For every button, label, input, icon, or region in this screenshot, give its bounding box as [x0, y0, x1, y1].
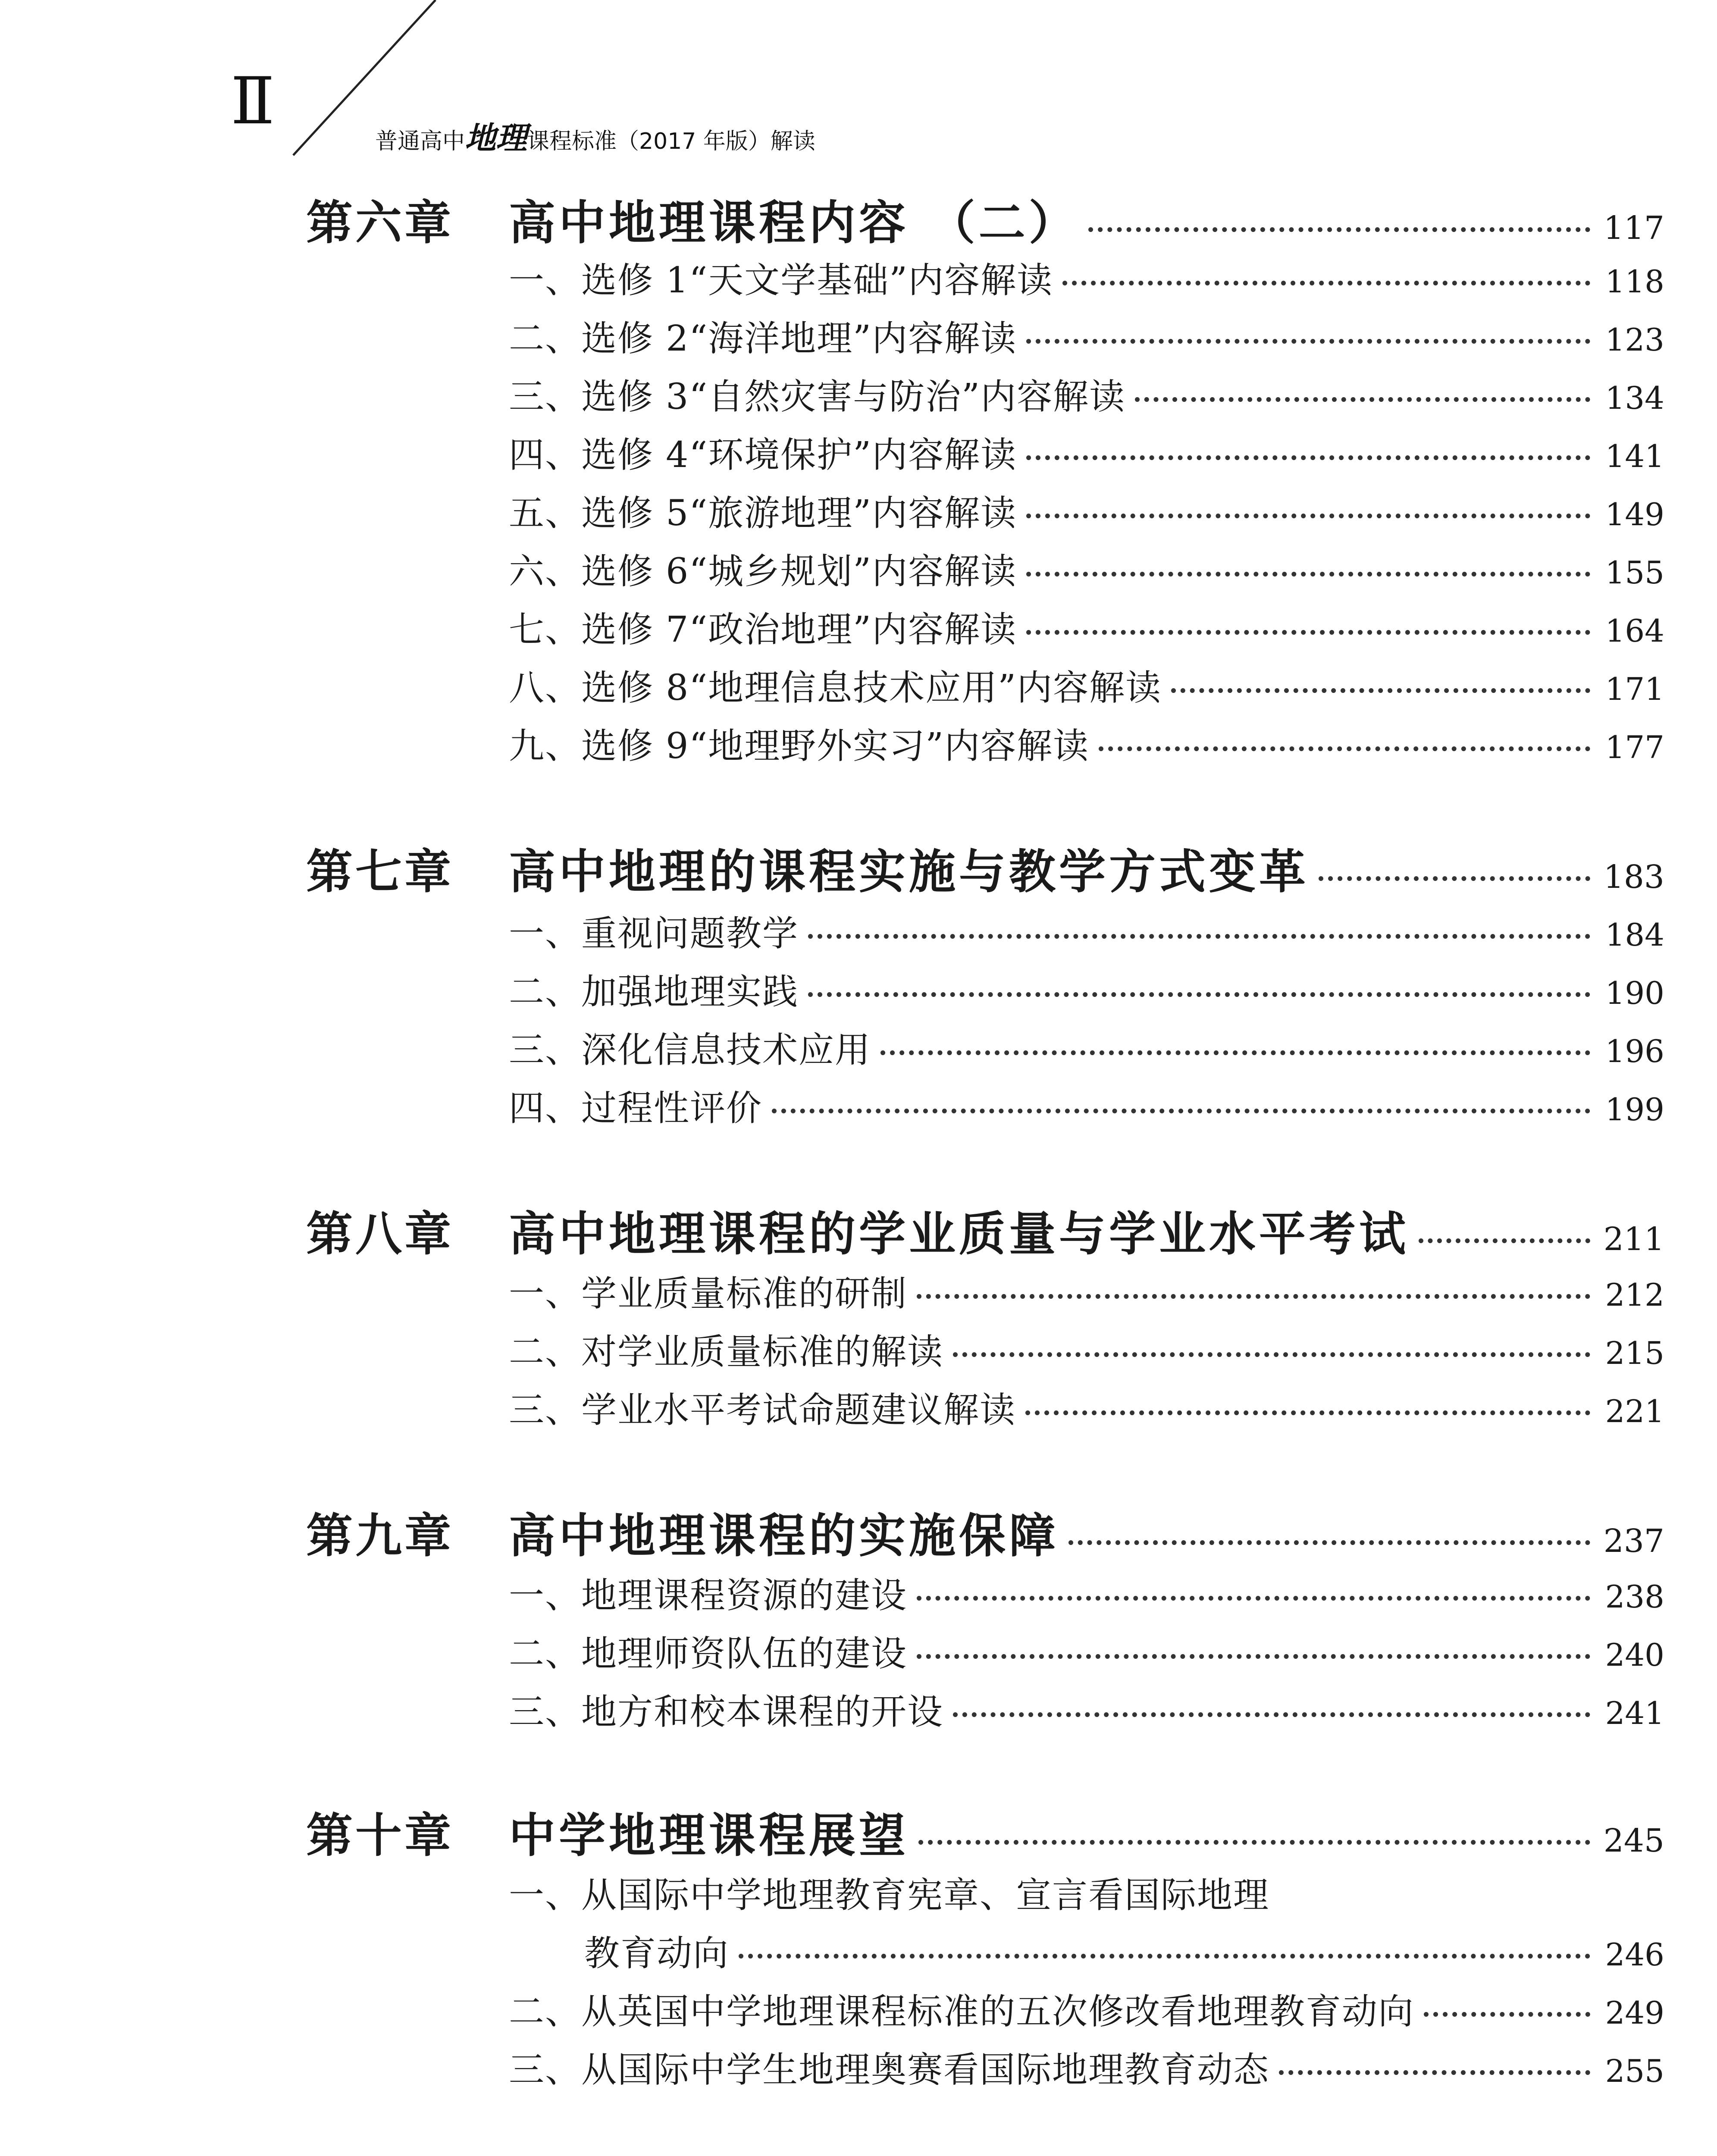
section-page: 241	[1605, 1695, 1664, 1731]
chapter-page: 117	[1603, 210, 1664, 247]
toc-section[interactable]	[509, 1626, 1664, 1676]
chapter-page: 183	[1603, 859, 1664, 896]
section-label: 七、选修 7“政治地理”内容解读	[509, 609, 1017, 650]
chapter-page: 245	[1603, 1822, 1664, 1859]
dot-leader	[917, 1596, 1590, 1601]
dot-leader	[953, 1352, 1590, 1357]
chapter-number: 第六章	[306, 196, 454, 250]
page-numeral: Ⅱ	[231, 64, 275, 139]
toc-section[interactable]	[509, 1022, 1664, 1072]
dot-leader	[918, 1840, 1590, 1845]
section-page: 240	[1605, 1637, 1664, 1673]
section-page: 255	[1605, 2053, 1664, 2089]
section-page: 141	[1605, 438, 1664, 474]
toc-section[interactable]	[509, 964, 1664, 1014]
toc-section[interactable]	[509, 1382, 1664, 1432]
section-label: 二、从英国中学地理课程标准的五次修改看地理教育动向	[509, 1991, 1415, 2032]
chapter-number: 第八章	[306, 1207, 454, 1261]
toc-section[interactable]	[509, 1266, 1664, 1316]
dot-leader	[1279, 2070, 1590, 2075]
section-page: 221	[1605, 1393, 1664, 1429]
section-page: 190	[1605, 975, 1664, 1011]
section-label: 四、过程性评价	[509, 1088, 763, 1129]
chapter-title: 高中地理课程的实施保障	[509, 1509, 1059, 1563]
dot-leader	[1026, 630, 1590, 635]
toc-section[interactable]	[509, 1567, 1664, 1618]
section-page: 164	[1605, 613, 1664, 649]
section-label: 二、对学业质量标准的解读	[509, 1332, 944, 1373]
section-page: 171	[1605, 671, 1664, 707]
toc-section[interactable]	[509, 660, 1664, 710]
section-label-line2: 教育动向	[584, 1933, 730, 1974]
chapter-title: 高中地理的课程实施与教学方式变革	[509, 845, 1310, 899]
dot-leader	[1135, 397, 1590, 402]
toc-chapter-9[interactable]	[306, 1498, 1664, 1565]
section-page: 199	[1605, 1091, 1664, 1128]
dot-leader	[1171, 688, 1590, 693]
section-page: 155	[1605, 555, 1664, 591]
dot-leader	[1026, 572, 1590, 577]
section-label: 二、加强地理实践	[509, 971, 799, 1012]
section-page: 123	[1605, 322, 1664, 358]
dot-leader	[880, 1050, 1590, 1055]
section-label: 三、选修 3“自然灾害与防治”内容解读	[509, 376, 1126, 417]
toc-section[interactable]	[509, 1080, 1664, 1131]
section-page: 196	[1605, 1033, 1664, 1069]
section-label: 一、选修 1“天文学基础”内容解读	[509, 260, 1053, 301]
section-label: 九、选修 9“地理野外实习”内容解读	[509, 726, 1090, 767]
section-page: 184	[1605, 917, 1664, 953]
dot-leader	[1026, 514, 1590, 518]
section-page: 134	[1605, 380, 1664, 416]
toc-section[interactable]	[509, 369, 1664, 419]
toc-section[interactable]	[584, 1925, 1664, 1976]
dot-leader	[772, 1109, 1590, 1113]
toc-chapter-6[interactable]	[306, 185, 1664, 252]
section-page: 149	[1605, 496, 1664, 533]
dot-leader	[739, 1954, 1590, 1959]
toc-section[interactable]	[509, 427, 1664, 477]
chapter-page: 237	[1603, 1523, 1664, 1560]
dot-leader	[1099, 746, 1590, 751]
section-label: 八、选修 8“地理信息技术应用”内容解读	[509, 667, 1162, 708]
toc-section[interactable]	[509, 252, 1664, 303]
toc-section[interactable]	[509, 906, 1664, 956]
toc-chapter-8[interactable]	[306, 1197, 1664, 1263]
dot-leader	[1026, 339, 1590, 344]
toc-chapter-10[interactable]	[306, 1798, 1664, 1865]
section-label: 六、选修 6“城乡规划”内容解读	[509, 551, 1017, 592]
section-label: 三、从国际中学生地理奥赛看国际地理教育动态	[509, 2049, 1270, 2090]
toc-section[interactable]	[509, 1984, 1664, 2034]
dot-leader	[917, 1654, 1590, 1659]
dot-leader	[953, 1712, 1590, 1717]
section-label: 二、地理师资队伍的建设	[509, 1633, 908, 1674]
section-page: 177	[1605, 729, 1664, 765]
section-page: 249	[1605, 1995, 1664, 2031]
section-page: 238	[1605, 1579, 1664, 1615]
section-page: 212	[1605, 1277, 1664, 1313]
dot-leader	[808, 934, 1590, 939]
chapter-number: 第九章	[306, 1509, 454, 1563]
toc-section[interactable]	[509, 602, 1664, 652]
section-label: 一、学业质量标准的研制	[509, 1273, 908, 1314]
dot-leader	[1319, 876, 1590, 881]
running-title-post: 课程标准（2017 年版）解读	[527, 128, 815, 154]
dot-leader	[1424, 2012, 1590, 2017]
chapter-title: 中学地理课程展望	[509, 1808, 909, 1863]
chapter-number: 第十章	[306, 1808, 454, 1863]
section-label: 三、深化信息技术应用	[509, 1030, 871, 1071]
running-header	[0, 0, 1717, 181]
running-title-pre: 普通高中	[375, 128, 465, 154]
section-label-line1: 一、从国际中学地理教育宪章、宣言看国际地理	[509, 1875, 1270, 1916]
dot-leader	[1025, 1410, 1590, 1415]
dot-leader	[1026, 455, 1590, 460]
section-label: 五、选修 5“旅游地理”内容解读	[509, 493, 1017, 534]
dot-leader	[1068, 1540, 1590, 1545]
section-label: 三、地方和校本课程的开设	[509, 1692, 944, 1733]
section-label: 四、选修 4“环境保护”内容解读	[509, 435, 1017, 476]
dot-leader	[917, 1294, 1590, 1299]
section-page: 118	[1605, 263, 1664, 300]
dot-leader	[1419, 1238, 1590, 1243]
toc-section[interactable]	[509, 485, 1664, 536]
chapter-title: 高中地理课程的学业质量与学业水平考试	[509, 1207, 1410, 1261]
toc-section[interactable]	[509, 718, 1664, 768]
toc-chapter-7[interactable]	[306, 834, 1664, 901]
chapter-page: 211	[1603, 1221, 1664, 1258]
section-label: 二、选修 2“海洋地理”内容解读	[509, 318, 1017, 359]
section-label: 三、学业水平考试命题建议解读	[509, 1390, 1016, 1431]
dot-leader	[1088, 227, 1590, 232]
chapter-number: 第七章	[306, 845, 454, 899]
running-title-emphasis: 地理	[465, 119, 527, 156]
section-label: 一、重视问题教学	[509, 913, 799, 954]
dot-leader	[1062, 281, 1590, 285]
section-page: 246	[1605, 1937, 1664, 1973]
toc-section[interactable]	[509, 543, 1664, 594]
section-page: 215	[1605, 1335, 1664, 1371]
running-title	[375, 113, 815, 158]
dot-leader	[808, 992, 1590, 997]
chapter-title: 高中地理课程内容 （二）	[509, 196, 1079, 250]
toc-section[interactable]	[509, 2042, 1664, 2092]
toc-section[interactable]	[509, 310, 1664, 361]
section-label: 一、地理课程资源的建设	[509, 1575, 908, 1616]
toc-section[interactable]	[509, 1324, 1664, 1374]
toc-section[interactable]	[509, 1684, 1664, 1734]
